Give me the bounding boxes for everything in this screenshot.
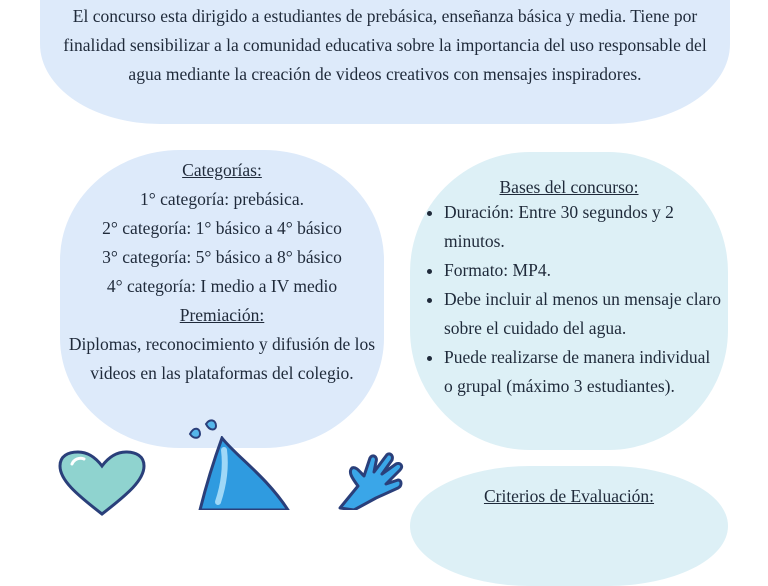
- waving-hand-icon: [330, 450, 406, 510]
- categoria-item: 3° categoría: 5° básico a 8° básico: [102, 247, 342, 267]
- bases-item: • Puede realizarse de manera individual o grupal (máximo 3 estudiantes).: [444, 343, 722, 401]
- bases-title: Bases del concurso:: [499, 177, 639, 197]
- intro-bubble: [40, 0, 730, 124]
- categorias-bubble: [60, 150, 384, 448]
- heart-icon: [56, 450, 148, 516]
- intro-text: El concurso esta dirigido a estudiantes de prebásica, enseñanza básica y media. Tiene por finalidad sensibilizar a la comunidad educativa sobre la importancia del uso responsable del agua mediante la creación de videos creativos con mensajes inspiradores.: [63, 6, 707, 84]
- water-drop-mascot-icon: [196, 436, 316, 510]
- bases-list: [418, 198, 722, 401]
- bases-item: • Formato: MP4.: [444, 256, 722, 285]
- bases-item: • Debe incluir al menos un mensaje claro sobre el cuidado del agua.: [444, 285, 722, 343]
- criterios-title: Criterios de Evaluación:: [483, 486, 655, 506]
- criterios-bubble: [410, 466, 728, 586]
- bases-bubble: [410, 152, 728, 450]
- categoria-item: 4° categoría: I medio a IV medio: [106, 276, 338, 296]
- bases-item: • Duración: Entre 30 segundos y 2 minutos.: [444, 198, 722, 256]
- categorias-title: Categorías:: [182, 160, 262, 180]
- categoria-item: 1° categoría: prebásica.: [140, 189, 304, 209]
- premiacion-text: Diplomas, reconocimiento y difusión de los videos en las plataformas del colegio.: [68, 334, 376, 383]
- premiacion-title: Premiación:: [179, 305, 265, 325]
- categoria-item: 2° categoría: 1° básico a 4° básico: [102, 218, 342, 238]
